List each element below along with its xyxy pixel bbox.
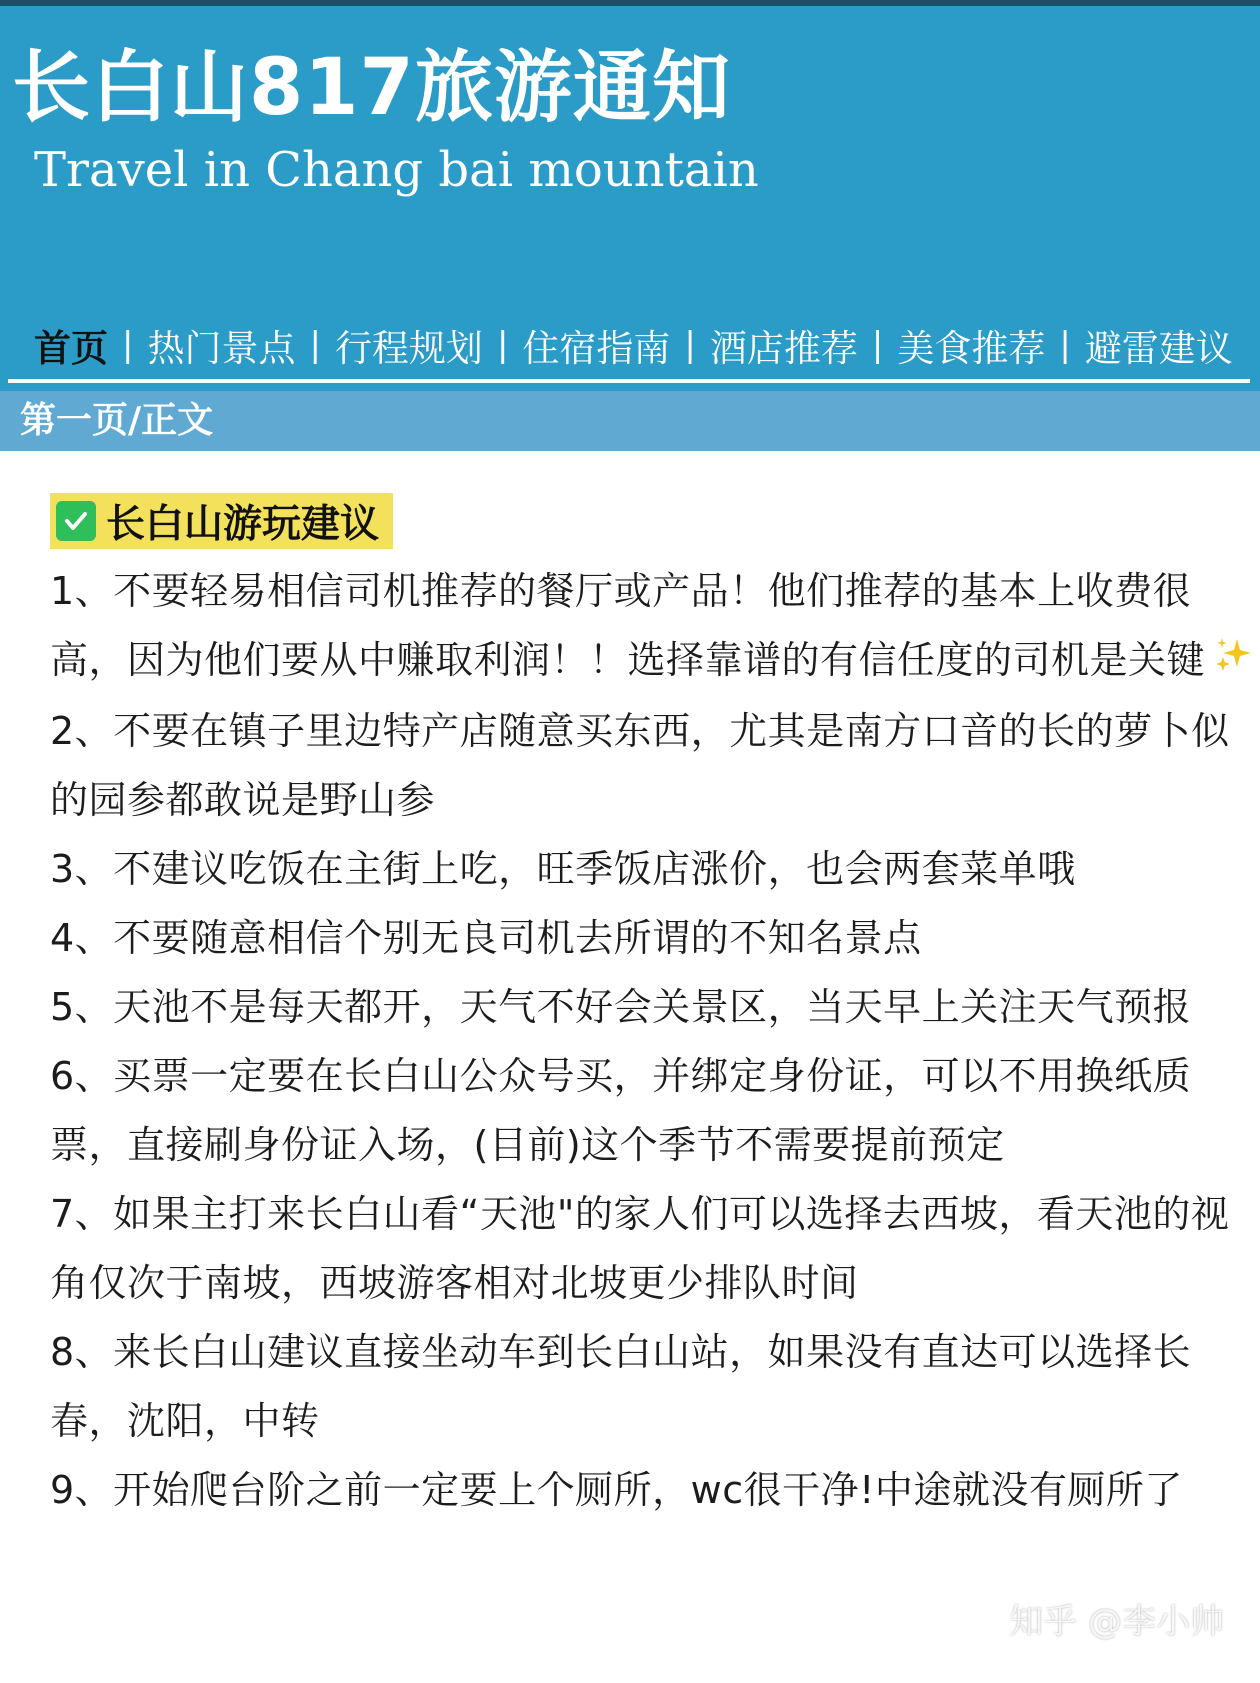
breadcrumb: 第一页/正文 [20, 400, 214, 441]
nav-divider [8, 379, 1250, 383]
page-title: 长白山817旅游通知 [12, 43, 731, 133]
tip-item: 5、天池不是每天都开，天气不好会关景区，当天早上关注天气预报 [50, 985, 1192, 1029]
top-strip [0, 0, 1260, 6]
tip-item: 6、买票一定要在长白山公众号买，并绑定身份证，可以不用换纸质票，直接刷身份证入场，(目前)这个季节不需要提前预定 [50, 1054, 1192, 1167]
nav-separator: | [309, 325, 321, 365]
nav-separator: | [1059, 325, 1071, 365]
tip-item: 9、开始爬台阶之前一定要上个厕所，wc很干净!中途就没有厕所了 [50, 1468, 1183, 1512]
sparkle-icon [1213, 628, 1253, 697]
nav-item-lodging-guide[interactable]: 住宿指南 [522, 327, 671, 370]
page-subtitle: Travel in Chang bai mountain [34, 142, 759, 198]
nav-separator: | [684, 325, 696, 365]
header-banner [0, 0, 1260, 391]
nav-separator: | [122, 325, 134, 365]
tip-item: 3、不建议吃饭在主街上吃，旺季饭店涨价，也会两套菜单哦 [50, 847, 1076, 891]
tips-list [50, 557, 1255, 1525]
article-content [0, 451, 1260, 1683]
nav-separator: | [496, 325, 509, 365]
nav-separator: | [871, 325, 884, 365]
nav-item-itinerary[interactable]: 行程规划 [334, 327, 483, 370]
tip-item [50, 557, 1255, 697]
checkmark-icon [56, 501, 96, 541]
nav-item-pitfalls[interactable]: 避雷建议 [1084, 327, 1233, 370]
nav-item-popular-spots[interactable]: 热门景点 [147, 327, 296, 370]
main-nav [34, 318, 1233, 372]
section-heading-text: 长白山游玩建议 [106, 502, 380, 547]
tip-item: 7、如果主打来长白山看“天池"的家人们可以选择去西坡，看天池的视角仅次于南坡，西坡游客相对北坡更少排队时间 [50, 1192, 1230, 1305]
tip-text: 1、不要轻易相信司机推荐的餐厅或产品！他们推荐的基本上收费很高，因为他们要从中赚取利润！！选择靠谱的有信任度的司机是关键 [50, 569, 1206, 682]
nav-item-home[interactable]: 首页 [34, 327, 108, 370]
tip-item: 4、不要随意相信个别无良司机去所谓的不知名景点 [50, 916, 922, 960]
section-heading [50, 493, 393, 549]
tip-item: 8、来长白山建议直接坐动车到长白山站，如果没有直达可以选择长春，沈阳，中转 [50, 1330, 1192, 1443]
watermark: 知乎 @李小帅 [1009, 1602, 1224, 1642]
breadcrumb-bar [0, 391, 1260, 451]
nav-item-food[interactable]: 美食推荐 [897, 327, 1046, 370]
tip-item: 2、不要在镇子里边特产店随意买东西，尤其是南方口音的长的萝卜似的园参都敢说是野山参 [50, 709, 1230, 822]
nav-item-hotels[interactable]: 酒店推荐 [709, 327, 858, 370]
